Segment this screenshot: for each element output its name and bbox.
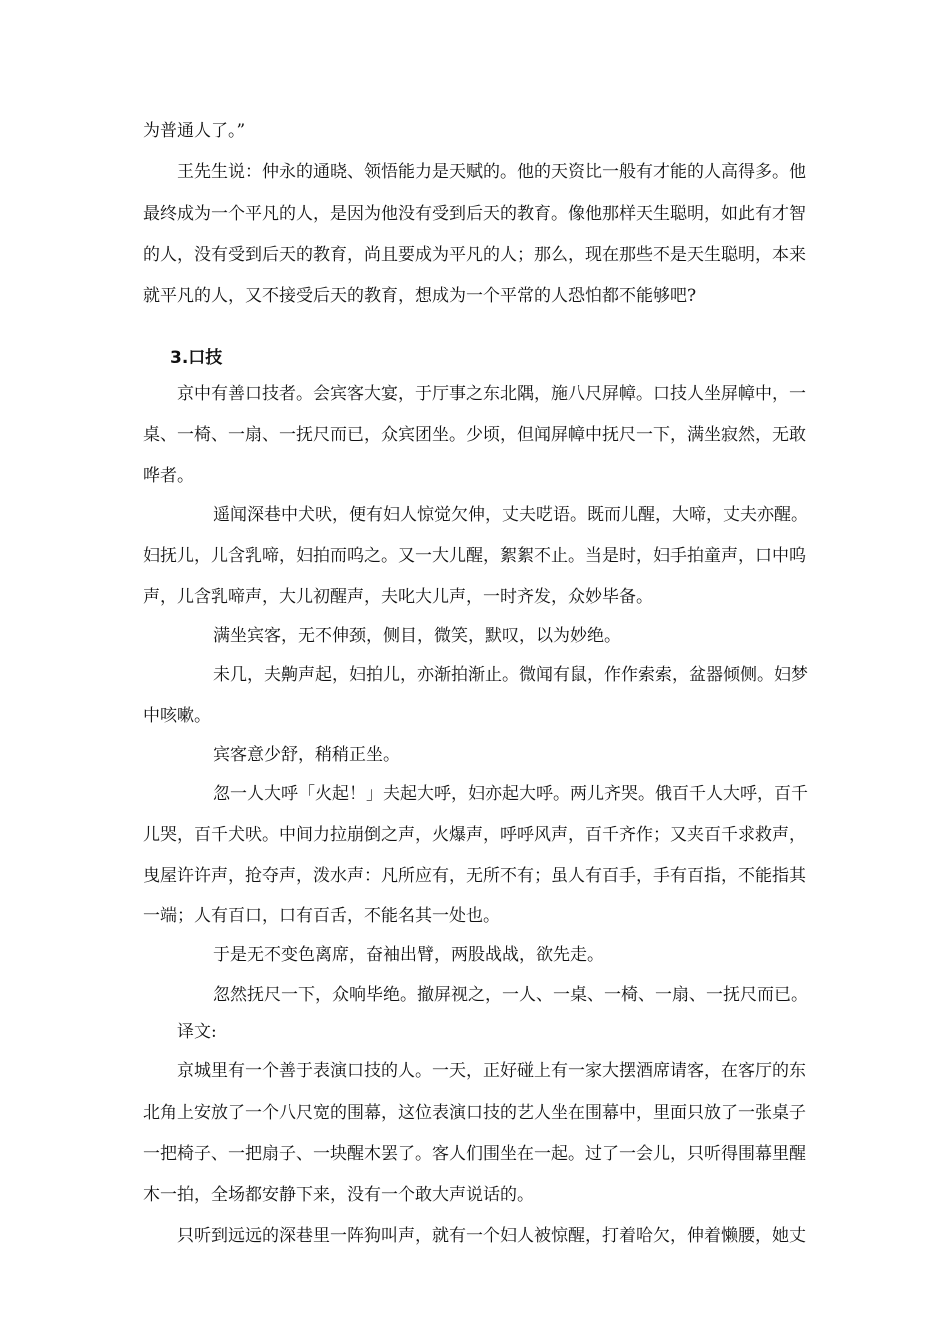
paragraph-line: 哗者。 [143, 466, 194, 486]
paragraph-line: 木一拍，全场都安静下来，没有一个敢大声说话的。 [143, 1185, 534, 1205]
paragraph-line: 北角上安放了一个八尺宽的围幕，这位表演口技的艺人坐在围幕中，里面只放了一张桌子 [143, 1103, 806, 1123]
paragraph-line: 未几，夫齁声起，妇拍儿，亦渐拍渐止。微闻有鼠，作作索索，盆器倾侧。妇梦 [213, 665, 808, 685]
paragraph-line: 桌、一椅、一扇、一抚尺而已，众宾团坐。少顷，但闻屏幛中抚尺一下，满坐寂然，无敢 [143, 425, 806, 445]
paragraph-line: 满坐宾客，无不伸颈，侧目，微笑，默叹，以为妙绝。 [213, 626, 621, 646]
paragraph-line: 王先生说：仲永的通晓、领悟能力是天赋的。他的天资比一般有才能的人高得多。他 [177, 162, 806, 182]
section-heading: 3.口技 [170, 348, 223, 368]
paragraph-line: 为普通人了。” [143, 121, 246, 141]
paragraph-line: 于是无不变色离席，奋袖出臂，两股战战，欲先走。 [213, 945, 604, 965]
paragraph-line: 忽然抚尺一下，众响毕绝。撤屏视之，一人、一桌、一椅、一扇、一抚尺而已。 [213, 985, 808, 1005]
paragraph-line: 京城里有一个善于表演口技的人。一天，正好碰上有一家大摆酒席请客，在客厅的东 [177, 1061, 806, 1081]
paragraph-line: 儿哭，百千犬吠。中间力拉崩倒之声，火爆声，呼呼风声，百千齐作；又夹百千求救声， [143, 825, 806, 845]
paragraph-line: 宾客意少舒，稍稍正坐。 [213, 745, 400, 765]
section-label: 译文: [177, 1022, 217, 1042]
paragraph-line: 一把椅子、一把扇子、一块醒木罢了。客人们围坐在一起。过了一会儿，只听得围幕里醒 [143, 1144, 806, 1164]
paragraph-line: 曳屋许许声，抢夺声，泼水声：凡所应有，无所不有；虽人有百手，手有百指，不能指其 [143, 866, 806, 886]
paragraph-line: 最终成为一个平凡的人，是因为他没有受到后天的教育。像他那样天生聪明，如此有才智 [143, 204, 806, 224]
paragraph-line: 就平凡的人，又不接受后天的教育，想成为一个平常的人恐怕都不能够吧? [143, 286, 697, 306]
paragraph-line: 一端；人有百口，口有百舌，不能名其一处也。 [143, 906, 500, 926]
paragraph-line: 中咳嗽。 [143, 706, 211, 726]
paragraph-line: 声，儿含乳啼声，大儿初醒声，夫叱大儿声，一时齐发，众妙毕备。 [143, 587, 653, 607]
paragraph-line: 的人，没有受到后天的教育，尚且要成为平凡的人；那么，现在那些不是天生聪明，本来 [143, 245, 806, 265]
paragraph-line: 妇抚儿，儿含乳啼，妇拍而呜之。又一大儿醒，絮絮不止。当是时，妇手拍童声，口中呜 [143, 546, 806, 566]
paragraph-line: 遥闻深巷中犬吠，便有妇人惊觉欠伸，丈夫呓语。既而儿醒，大啼，丈夫亦醒。 [213, 505, 808, 525]
paragraph-line: 只听到远远的深巷里一阵狗叫声，就有一个妇人被惊醒，打着哈欠，伸着懒腰，她丈 [177, 1226, 806, 1246]
paragraph-line: 忽一人大呼「火起！」夫起大呼，妇亦起大呼。两儿齐哭。俄百千人大呼，百千 [213, 784, 808, 804]
paragraph-line: 京中有善口技者。会宾客大宴，于厅事之东北隅，施八尺屏幛。口技人坐屏幛中，一 [177, 384, 806, 404]
